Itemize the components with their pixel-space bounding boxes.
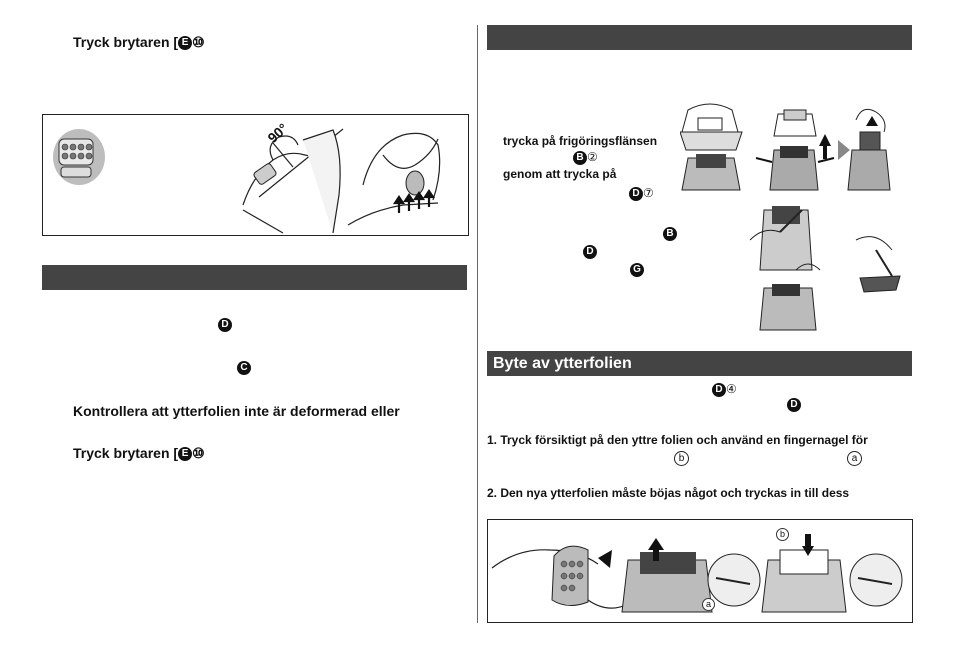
- step-press-switch-bottom: [73, 445, 205, 462]
- ref-d4: [712, 382, 737, 397]
- badge-d: D: [712, 383, 726, 397]
- illustration-box-right: [487, 519, 913, 623]
- circled-number: ②: [587, 150, 598, 164]
- foil-removal-illustration: [680, 100, 912, 335]
- badge-g-list: G: [630, 263, 644, 277]
- release-text-2: genom att trycka på: [503, 167, 617, 181]
- circled-number: ⑩: [192, 34, 205, 50]
- step-press-switch-top: [73, 34, 205, 51]
- release-ref: [573, 150, 598, 165]
- label-b: b: [674, 451, 689, 466]
- circled-number: ④: [726, 382, 737, 396]
- step-1-text: 1. Tryck försiktigt på den yttre folien och använd en fingernagel för: [487, 433, 868, 447]
- badge-c: C: [237, 361, 251, 375]
- section-bar-byte: [487, 351, 912, 376]
- press-ref: [629, 186, 654, 201]
- step-2-text: 2. Den nya ytterfolien måste böjas något och tryckas in till dess: [487, 486, 850, 500]
- badge-e: E: [178, 447, 192, 461]
- column-divider: [477, 25, 478, 623]
- badge-e: E: [178, 36, 192, 50]
- badge-d: D: [218, 318, 232, 332]
- step-text: Tryck brytaren [: [73, 445, 179, 461]
- circled-number: ⑩: [192, 445, 205, 461]
- badge-d-ref: D: [787, 398, 801, 412]
- foil-replace-illustration: [488, 520, 912, 622]
- epilator-usage-illustration: [43, 115, 468, 235]
- section-bar-left: [42, 265, 467, 290]
- badge-b-list: B: [663, 227, 677, 241]
- section-bar-right-top: [487, 25, 912, 50]
- badge-b: B: [573, 151, 587, 165]
- check-foil-text: Kontrollera att ytterfolien inte är deformerad eller: [73, 403, 400, 419]
- angle-label: 90°: [264, 119, 291, 147]
- badge-d-list: D: [583, 245, 597, 259]
- circled-number: ⑦: [643, 186, 654, 200]
- label-b-figure: b: [776, 528, 789, 541]
- release-text-1: trycka på frigöringsflänsen: [503, 134, 658, 148]
- illustration-box-left: [42, 114, 469, 236]
- step-text: Tryck brytaren [: [73, 34, 179, 50]
- badge-d: D: [629, 187, 643, 201]
- section-title: Byte av ytterfolien: [493, 355, 632, 372]
- label-a-figure: a: [702, 598, 715, 611]
- label-a: a: [847, 451, 862, 466]
